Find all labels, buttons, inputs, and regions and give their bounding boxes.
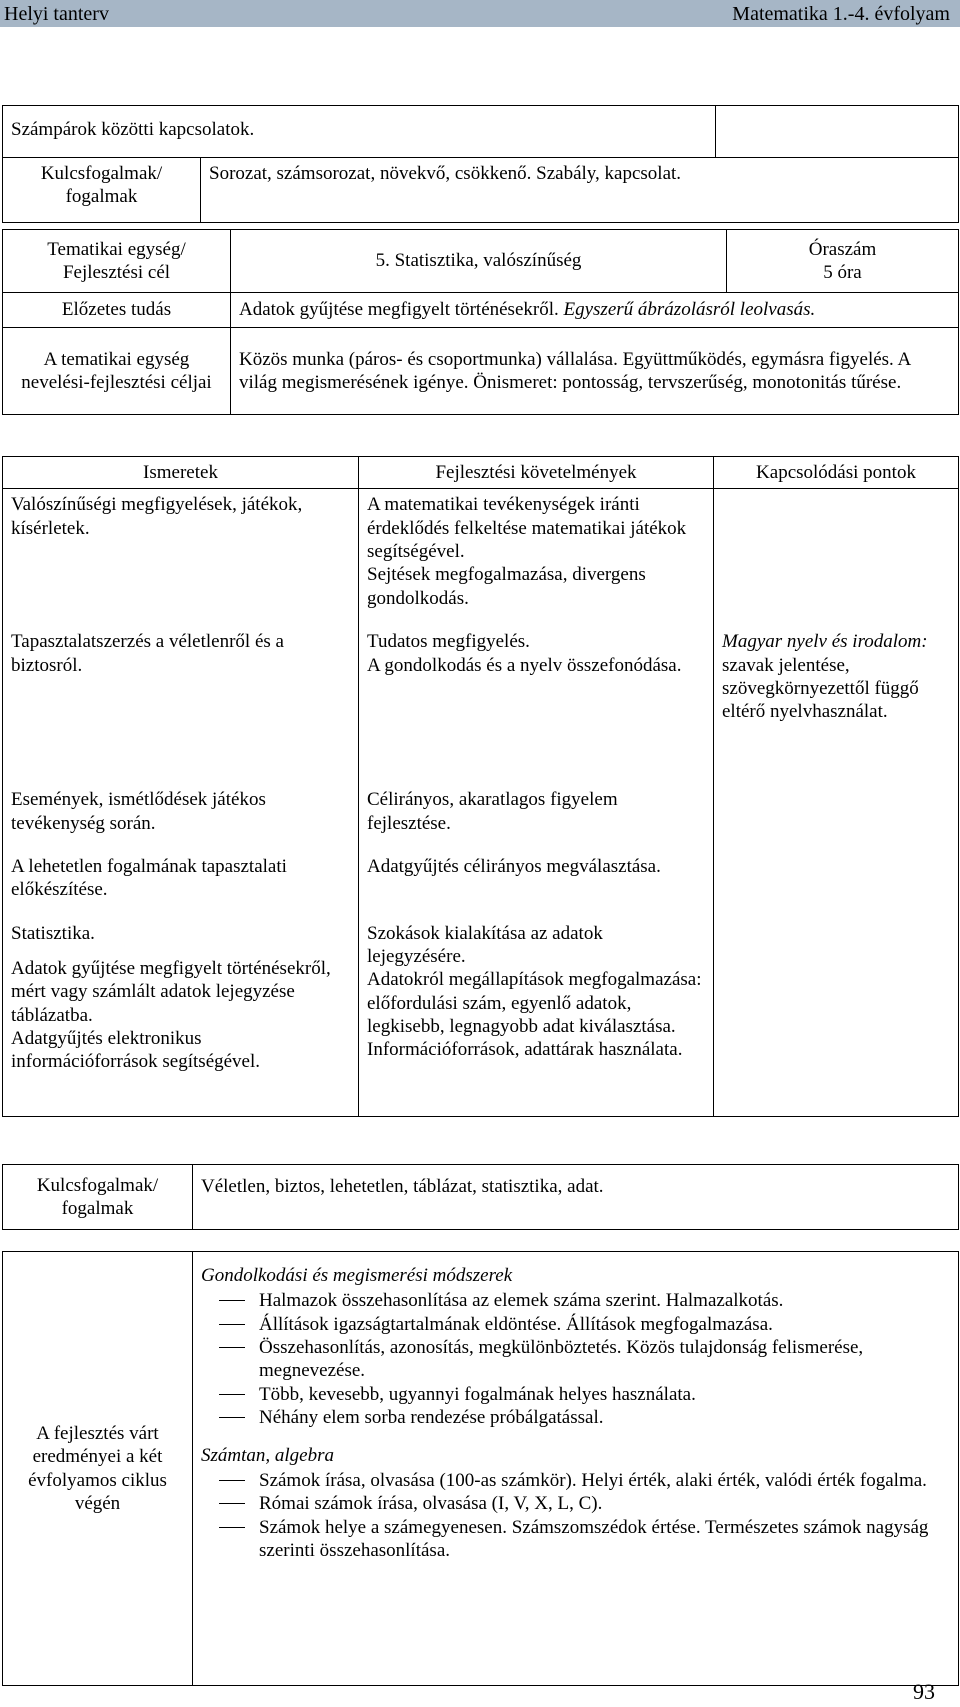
row1-mid-p2: Sejtések megfogalmazása, divergens gondolkodás. [367, 564, 646, 609]
col-header-fejlesztesi: Fejlesztési követelmények [359, 457, 714, 489]
prev-key-text: Sorozat, számsorozat, növekvő, csökkenő. Szabály, kapcsolat. [201, 158, 959, 223]
header-right: Matematika 1.-4. évfolyam [732, 3, 950, 25]
section1-list [201, 1289, 950, 1429]
table-row [3, 489, 959, 626]
row5-right [714, 918, 959, 1117]
prior-text [231, 293, 959, 328]
unit-table [2, 229, 959, 415]
hours-cell [727, 230, 959, 293]
row1-left [3, 489, 359, 626]
row3-left [3, 784, 359, 851]
row2-right [714, 626, 959, 784]
row4-right [714, 851, 959, 918]
section2-list [201, 1469, 950, 1562]
row5-mid-p3: Információforrások, adattárak használata. [367, 1039, 683, 1061]
table-row [3, 918, 959, 1117]
section1-title: Gondolkodási és megismerési módszerek [201, 1265, 513, 1286]
page-header [0, 0, 960, 27]
row5-left [3, 918, 359, 1117]
unit-label: Tematikai egység/ Fejlesztési cél [3, 230, 231, 293]
prev-key-label: Kulcsfogalmak/ fogalmak [3, 158, 201, 223]
prior-text-2: Egyszerű ábrázolásról leolvasás. [563, 299, 816, 321]
section2-title: Számtan, algebra [201, 1444, 334, 1466]
table-row [3, 784, 959, 851]
row4-mid [359, 851, 714, 918]
row2-mid-p2: A gondolkodás és a nyelv összefonódása. [367, 654, 682, 676]
row5-mid-p2: Adatokról megállapítások megfogalmazása: előfordulási szám, egyenlő adatok, legkisebb, legnagyobb adat kiválasztása. [367, 969, 702, 1038]
prior-text-1: Adatok gyűjtése megfigyelt történésekről. [239, 299, 559, 321]
row5-mid [359, 918, 714, 1117]
row5-left-p2: Adatok gyűjtése megfigyelt történésekről, mért vagy számlált adatok lejegyzése táblázatba. [11, 957, 331, 1026]
row1-mid-p1: A matematikai tevékenységek iránti érdeklődés felkeltése matematikai játékok segítségével. [367, 494, 687, 563]
row3-mid-p1: Célirányos, akaratlagos figyelem fejlesztése. [367, 789, 618, 834]
goals-label: A tematikai egység nevelési-fejlesztési céljai [3, 328, 231, 415]
row1-left-p1: Valószínűségi megfigyelések, játékok, kísérletek. [11, 494, 303, 539]
prev-empty-cell [716, 106, 959, 158]
row4-left [3, 851, 359, 918]
row3-left-p1: Események, ismétlődések játékos tevékenység során. [11, 789, 266, 834]
list-item: Több, kevesebb, ugyannyi fogalmának helyes használata. [201, 1383, 950, 1406]
col-header-ismeretek: Ismeretek [3, 457, 359, 489]
row2-left [3, 626, 359, 784]
row4-left-p1: A lehetetlen fogalmának tapasztalati előkészítése. [11, 855, 287, 901]
row2-mid [359, 626, 714, 784]
unit-title: 5. Statisztika, valószínűség [231, 230, 727, 293]
list-item: Halmazok összehasonlítása az elemek száma szerint. Halmazalkotás. [201, 1289, 950, 1312]
row2-mid-p1: Tudatos megfigyelés. [367, 631, 530, 653]
row4-mid-p1: Adatgyűjtés célirányos megválasztása. [367, 855, 661, 877]
list-item: Számok írása, olvasása (100-as számkör). Helyi érték, alaki érték, valódi érték fogalma. [201, 1469, 950, 1492]
prev-unit-table [2, 105, 959, 223]
content-table [2, 456, 959, 1117]
row1-mid [359, 489, 714, 626]
results-content [193, 1252, 959, 1686]
row2-right-text: szavak jelentése, szövegkörnyezettől függő eltérő nyelvhasználat. [722, 654, 919, 723]
table-row [3, 626, 959, 784]
list-item: Állítások igazságtartalmának eldöntése. Állítások megfogalmazása. [201, 1313, 950, 1336]
hours-label: Óraszám [808, 238, 877, 260]
row2-left-p1: Tapasztalatszerzés a véletlenről és a biztosról. [11, 631, 284, 676]
page-number: 93 [913, 1679, 935, 1704]
row3-right [714, 784, 959, 851]
results-table [2, 1251, 959, 1686]
table-row [3, 851, 959, 918]
row1-right [714, 489, 959, 626]
header-left: Helyi tanterv [4, 3, 109, 25]
prev-text: Számpárok közötti kapcsolatok. [3, 106, 716, 158]
row5-left-p1: Statisztika. [11, 922, 95, 944]
row5-mid-p1: Szokások kialakítása az adatok lejegyzésére. [367, 922, 603, 967]
list-item: Összehasonlítás, azonosítás, megkülönböztetés. Közös tulajdonság felismerése, megnevezése. [201, 1336, 950, 1383]
goals-text: Közös munka (páros- és csoportmunka) vállalása. Együttműködés, egymásra figyelés. A világ megismerésének igénye. Önismeret: pontosság, tervszerűség, monotonitás tűrése. [231, 328, 959, 415]
col-header-kapcsolodasi: Kapcsolódási pontok [714, 457, 959, 489]
row5-left-p3: Adatgyűjtés elektronikus információforrások segítségével. [11, 1028, 261, 1073]
list-item: Számok helye a számegyenesen. Számszomszédok értése. Természetes számok nagyság szerinti összehasonlítása. [201, 1516, 950, 1563]
row2-right-italic: Magyar nyelv és irodalom: [722, 631, 928, 653]
hours-value: 5 óra [823, 262, 862, 283]
list-item: Római számok írása, olvasása (I, V, X, L, C). [201, 1492, 950, 1515]
results-label: A fejlesztés várt eredményei a két évfolyamos ciklus végén [3, 1252, 193, 1686]
unit-key-text: Véletlen, biztos, lehetetlen, táblázat, statisztika, adat. [193, 1165, 959, 1230]
list-item: Néhány elem sorba rendezése próbálgatással. [201, 1406, 950, 1429]
unit-key-table [2, 1164, 959, 1230]
row3-mid [359, 784, 714, 851]
prior-label: Előzetes tudás [3, 293, 231, 328]
unit-key-label: Kulcsfogalmak/ fogalmak [3, 1165, 193, 1230]
